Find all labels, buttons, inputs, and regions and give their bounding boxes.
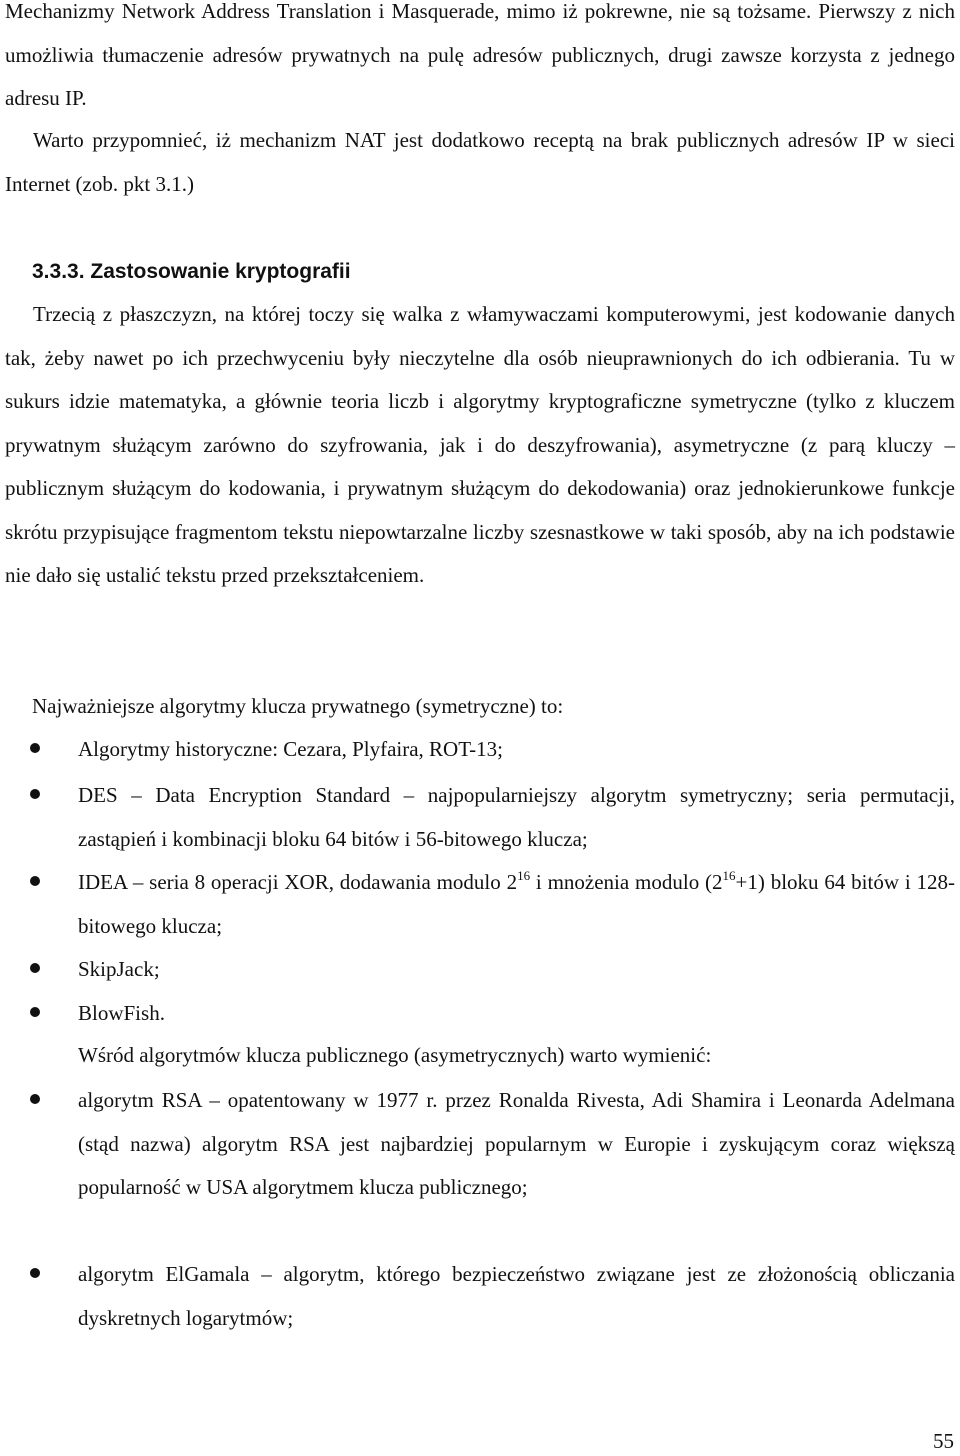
list-item-text-part: IDEA – seria 8 operacji XOR, dodawania modulo 2 [78,870,518,894]
list-item-text: algorytm RSA – opatentowany w 1977 r. przez Ronalda Rivesta, Adi Shamira i Leonarda Adelmana (stąd nazwa) algorytm RSA jest najbardziej popularnym w Europie i zyskującym coraz większą popularność w USA algorytmem klucza publicznego; [78,1088,955,1199]
list-item-text [78,861,955,948]
list-item-text: DES – Data Encryption Standard – najpopularniejszy algorytm symetryczny; seria permutacji, zastąpień i kombinacji bloku 64 bitów i 56-bitowego klucza; [78,783,955,851]
intro-paragraph-1: Mechanizmy Network Address Translation i Masquerade, mimo iż pokrewne, nie są tożsame. Pierwszy z nich umożliwia tłumaczenie adresów prywatnych na pulę adresów publicznych, drugi zawsze korzysta z jednego adresu IP. [5,0,955,110]
section-heading: 3.3.3. Zastosowanie kryptografii [32,260,351,283]
bullet-icon [30,1007,40,1017]
bullet-icon [30,789,40,799]
bullet-icon [30,1268,40,1278]
list-item-text: SkipJack; [78,957,160,981]
bullet-icon [30,1094,40,1104]
bullet-icon [30,963,40,973]
asymmetric-algorithms-lead: Wśród algorytmów klucza publicznego (asymetrycznych) warto wymienić: [78,1043,712,1067]
exponent: 16 [517,868,531,883]
list-item-text: BlowFish. [78,1001,165,1025]
intro-paragraph-2: Warto przypomnieć, iż mechanizm NAT jest dodatkowo receptą na brak publicznych adresów IP w sieci Internet (zob. pkt 3.1.) [5,128,955,196]
list-item-text: algorytm ElGamala – algorytm, którego bezpieczeństwo związane jest ze złożonością obliczania dyskretnych logarytmów; [78,1262,955,1330]
symmetric-algorithms-lead: Najważniejsze algorytmy klucza prywatnego (symetryczne) to: [32,694,564,718]
bullet-icon [30,876,40,886]
page-number: 55 [933,1429,954,1453]
list-item-text-part: i mnożenia modulo (2 [530,870,723,894]
list-item-text: Algorytmy historyczne: Cezara, Plyfaira, ROT-13; [78,737,503,761]
bullet-icon [30,743,40,753]
section-paragraph: Trzecią z płaszczyzn, na której toczy się walka z włamywaczami komputerowymi, jest kodowanie danych tak, żeby nawet po ich przechwyceniu były nieczytelne dla osób nieuprawnionych do ich odbierania. Tu w sukurs idzie matematyka, a głównie teoria liczb i algorytmy kryptograficzne symetryczne (tylko z kluczem prywatnym służącym zarówno do szyfrowania, jak i do deszyfrowania), asymetryczne (z parą kluczy – publicznym służącym do kodowania, i prywatnym służącym do dekodowania) oraz jednokierunkowe funkcje skrótu przypisujące fragmentom tekstu niepowtarzalne liczby szesnastkowe w taki sposób, aby na ich podstawie nie dało się ustalić tekstu przed przekształceniem. [5,302,955,587]
list-item-text-part: +1) bloku 64 bitów i 128-bitowego klucza; [78,870,955,938]
exponent: 16 [722,868,736,883]
